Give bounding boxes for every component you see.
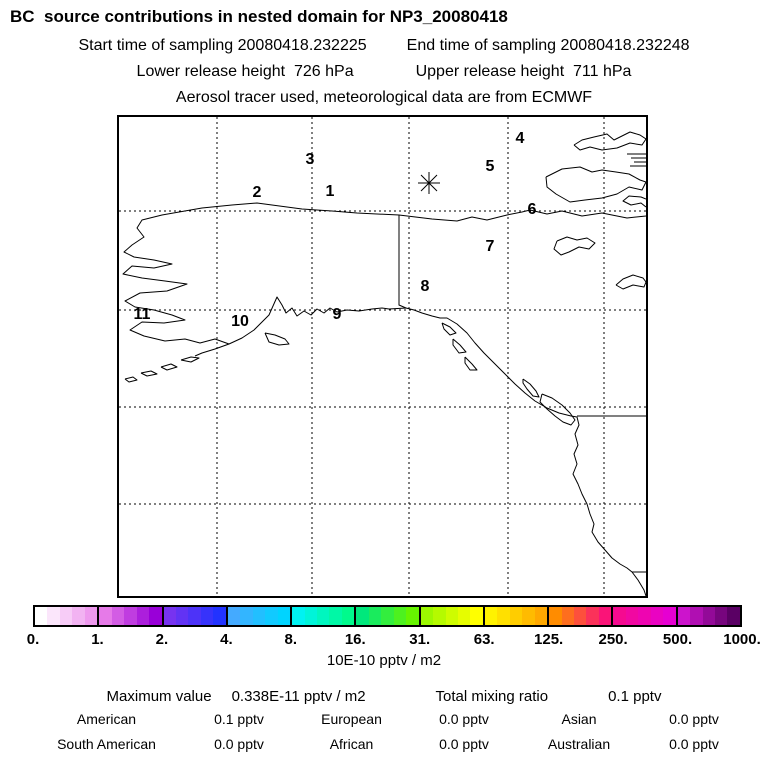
colorbar-cell: [85, 607, 97, 625]
colorbar-tick-label: 250.: [598, 631, 628, 648]
region-number-label: 6: [527, 201, 537, 218]
colorbar-cell: [35, 607, 47, 625]
colorbar-segment: [547, 607, 611, 625]
political-borders: [399, 215, 646, 572]
colorbar-cell: [60, 607, 72, 625]
contrib-value: 0.0 pptv: [439, 711, 489, 727]
colorbar-cell: [446, 607, 458, 625]
colorbar-unit-label: 10E-10 pptv / m2: [326, 652, 442, 669]
colorbar-cell: [510, 607, 522, 625]
region-number-label: 5: [485, 158, 495, 175]
colorbar-cell: [626, 607, 638, 625]
contrib-region: Australian: [547, 736, 611, 752]
colorbar-cell: [228, 607, 240, 625]
colorbar-tick-label: 2.: [155, 631, 169, 648]
colorbar-cell: [549, 607, 561, 625]
sampling-times-line: [0, 37, 768, 55]
colorbar-cell: [703, 607, 715, 625]
contrib-value: 0.1 pptv: [214, 711, 264, 727]
sampling-start-text: Start time of sampling 20080418.232225: [78, 37, 367, 54]
region-number-label: 9: [332, 306, 342, 323]
colorbar-cell: [342, 607, 354, 625]
region-number-label: 3: [305, 151, 315, 168]
graticule-gridlines: [119, 117, 646, 596]
colorbar-ticks: [0, 631, 768, 649]
colorbar-cell: [690, 607, 702, 625]
colorbar-segment: [483, 607, 547, 625]
colorbar: [33, 605, 742, 627]
colorbar-cell: [72, 607, 84, 625]
contrib-region: American: [76, 711, 137, 727]
colorbar-cell: [329, 607, 341, 625]
contributions-table: [24, 711, 744, 752]
colorbar-segment: [290, 607, 354, 625]
colorbar-cell: [137, 607, 149, 625]
region-number-label: 2: [252, 184, 262, 201]
sampling-end-text: End time of sampling 20080418.232248: [406, 37, 690, 54]
colorbar-cell: [715, 607, 727, 625]
region-number-label: 10: [231, 313, 249, 330]
sampling-location-marker: [418, 172, 440, 194]
contrib-region: Asian: [561, 711, 597, 727]
colorbar-tick-label: 4.: [220, 631, 233, 648]
colorbar-tick-label: 63.: [473, 631, 495, 648]
colorbar-segment: [35, 607, 97, 625]
colorbar-cell: [188, 607, 200, 625]
colorbar-cell: [497, 607, 509, 625]
colorbar-cell: [317, 607, 329, 625]
figure-title: BC source contributions in nested domain for NP3_20080418: [10, 7, 508, 26]
stats-tmr-value: 0.1 pptv: [608, 688, 662, 705]
colorbar-cell: [253, 607, 265, 625]
colorbar-segment: [162, 607, 226, 625]
stats-tmr-label: Total mixing ratio: [435, 688, 549, 705]
colorbar-cell: [265, 607, 277, 625]
colorbar-tick-label: 31.: [409, 631, 431, 648]
colorbar-cell: [599, 607, 611, 625]
lower-release-text: Lower release height 726 hPa: [136, 63, 354, 80]
region-number-label: 7: [485, 238, 495, 255]
colorbar-cell: [522, 607, 534, 625]
colorbar-tick-label: 125.: [534, 631, 564, 648]
colorbar-cell: [201, 607, 213, 625]
region-number-label: 1: [325, 183, 335, 200]
colorbar-cell: [727, 607, 739, 625]
stats-max-label: Maximum value: [106, 688, 212, 705]
contrib-value: 0.0 pptv: [669, 736, 719, 752]
colorbar-tick-label: 16.: [344, 631, 366, 648]
colorbar-cell: [535, 607, 547, 625]
region-number-label: 8: [420, 278, 430, 295]
contrib-region: African: [329, 736, 374, 752]
colorbar-cell: [586, 607, 598, 625]
colorbar-cell: [421, 607, 433, 625]
colorbar-tick-label: 1000.: [723, 631, 761, 648]
tracer-note-line: [0, 89, 768, 107]
colorbar-segment: [97, 607, 161, 625]
map-svg: [119, 117, 646, 596]
coastline: [123, 132, 646, 596]
tracer-note-text: Aerosol tracer used, meteorological data are from ECMWF: [175, 89, 593, 106]
colorbar-cell: [381, 607, 393, 625]
colorbar-cell: [369, 607, 381, 625]
colorbar-cell: [240, 607, 252, 625]
colorbar-segment: [226, 607, 290, 625]
release-heights-line: [0, 63, 768, 81]
colorbar-cell: [112, 607, 124, 625]
region-number-label: 4: [515, 130, 525, 147]
colorbar-tick-label: 500.: [662, 631, 693, 648]
colorbar-segment: [676, 607, 740, 625]
colorbar-tick-label: 1.: [91, 631, 104, 648]
colorbar-segment: [419, 607, 483, 625]
colorbar-cell: [485, 607, 497, 625]
colorbar-cell: [278, 607, 290, 625]
colorbar-cell: [638, 607, 650, 625]
colorbar-cell: [99, 607, 111, 625]
colorbar-tick-label: 0.: [26, 631, 40, 648]
stats-max-value: 0.338E-11 pptv / m2: [231, 688, 366, 705]
colorbar-cell: [356, 607, 368, 625]
contrib-value: 0.0 pptv: [214, 736, 264, 752]
region-number-label: 11: [133, 306, 151, 323]
colorbar-cell: [305, 607, 317, 625]
contrib-region: European: [321, 711, 382, 727]
contrib-region: South American: [57, 736, 156, 752]
colorbar-cell: [651, 607, 663, 625]
colorbar-cell: [213, 607, 225, 625]
colorbar-cell: [394, 607, 406, 625]
contrib-value: 0.0 pptv: [439, 736, 489, 752]
colorbar-cell: [678, 607, 690, 625]
colorbar-cell: [470, 607, 482, 625]
colorbar-cell: [124, 607, 136, 625]
colorbar-segment: [611, 607, 675, 625]
colorbar-cell: [47, 607, 59, 625]
colorbar-segment: [354, 607, 418, 625]
colorbar-cell: [406, 607, 418, 625]
colorbar-cell: [149, 607, 161, 625]
colorbar-cell: [176, 607, 188, 625]
colorbar-cell: [574, 607, 586, 625]
colorbar-cell: [613, 607, 625, 625]
colorbar-cell: [663, 607, 675, 625]
colorbar-cell: [292, 607, 304, 625]
colorbar-cell: [562, 607, 574, 625]
map-panel: [117, 115, 648, 598]
stats-line: [0, 688, 768, 705]
colorbar-cell: [433, 607, 445, 625]
colorbar-tick-label: 8.: [284, 631, 298, 648]
colorbar-cell: [458, 607, 470, 625]
contrib-value: 0.0 pptv: [669, 711, 719, 727]
upper-release-text: Upper release height 711 hPa: [415, 63, 632, 80]
colorbar-cell: [164, 607, 176, 625]
